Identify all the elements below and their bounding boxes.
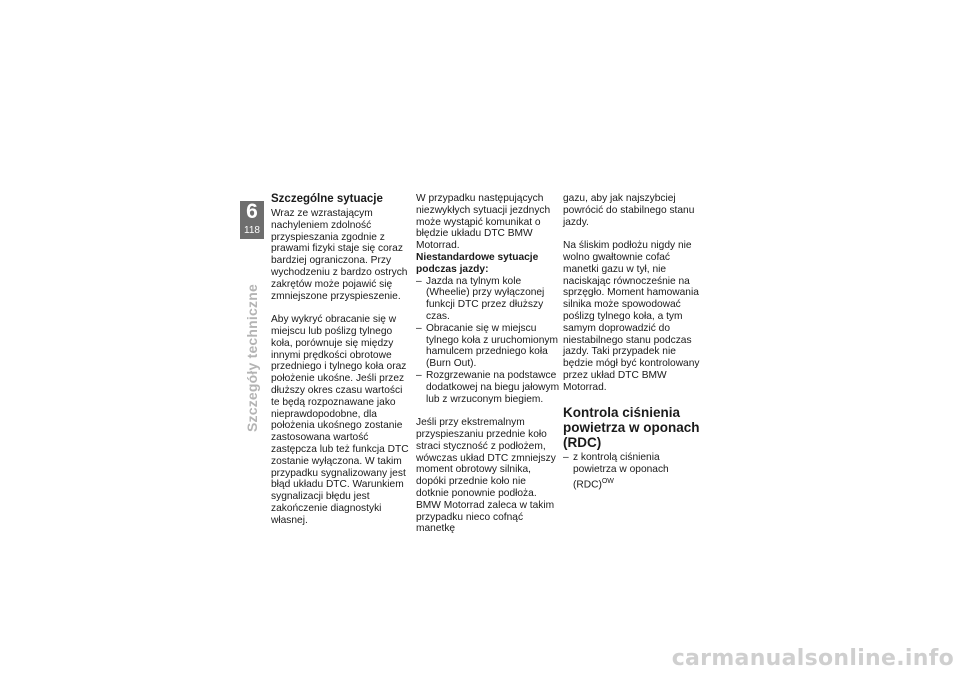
paragraph: W przypadku następujących niezwykłych sytuacji jezdnych może wystąpić komunikat o błędzie układu DTC BMW Motorrad. [416, 193, 551, 252]
site-watermark: carmanualsonline.info [671, 646, 954, 671]
column-3 [563, 193, 703, 503]
paragraph: gazu, aby jak najszybciej powrócić do stabilnego stanu jazdy. [563, 193, 695, 228]
page-number: 118 [244, 225, 260, 236]
rdc-list [563, 452, 703, 491]
column-2 [416, 193, 561, 547]
situation-list [416, 276, 561, 406]
column-1 [271, 193, 413, 538]
section-heading-special-situations: Szczególne sytuacje [271, 193, 383, 205]
chapter-side-title: Szczegóły techniczne [244, 284, 260, 432]
chapter-number: 6 [246, 200, 258, 223]
list-item [563, 452, 703, 491]
subheading-nonstandard-situations: Niestandardowe sytuacje podczas jazdy: [416, 251, 539, 275]
section-heading-rdc: Kontrola ciśnienia powietrza w oponach (RDC) [563, 405, 700, 451]
list-item: – Jazda na tylnym kole (Wheelie) przy wyłączonej funkcji DTC przez dłuższy czas. [416, 276, 561, 323]
list-item: – Obracanie się w miejscu tylnego koła z uruchomionym hamulcem przedniego koła (Burn Out). [416, 323, 561, 370]
paragraph: Aby wykryć obracanie się w miejscu lub poślizg tylnego koła, porównuje się między innymi prędkości obrotowe przedniego i tylnego koła oraz położenie ukośne. Jeśli przez dłuższy okres czasu wartości te będą rozpoznawane jako nieprawdopodobne, dla położenia ukośnego zostanie zastosowana wartość zastępcza lub też funkcja DTC zostanie wyłączona. W takim przypadku sygnalizowany jest błąd układu DTC. Warunkiem sygnalizacji błędu jest zakończenie diagnostyki własnej. [271, 314, 409, 526]
paragraph: Jeśli przy ekstremalnym przyspieszaniu przednie koło straci styczność z podłożem, wówczas układ DTC zmniejszy moment obrotowy silnika, dopóki przednie koło nie dotknie ponownie podłoża. [416, 417, 556, 499]
paragraph: Wraz ze wzrastającym nachyleniem zdolność przyspieszania zgodnie z prawami fizyki staje się coraz bardziej ograniczona. Przy wychodzeniu z bardzo ostrych zakrętów może pojawić się zmniejszone przyspieszenie. [271, 208, 408, 302]
list-item-text: z kontrolą ciśnienia powietrza w oponach (RDC) [573, 452, 669, 491]
paragraph: BMW Motorrad zaleca w takim przypadku nieco cofnąć manetkę [416, 499, 555, 535]
chapter-marker [240, 201, 264, 239]
paragraph: Na śliskim podłożu nigdy nie wolno gwałtownie cofać manetki gazu w tył, nie naciskając równocześnie na sprzęgło. Moment hamowania silnika może spowodować poślizg tylnego koła, a tym samym doprowadzić do niestabilnego stanu podczas jazdy. Taki przypadek nie będzie mógł być kontrolowany przez układ DTC BMW Motorrad. [563, 240, 700, 393]
option-code: OW [601, 477, 614, 485]
list-item: – Rozgrzewanie na podstawce dodatkowej na biegu jałowym lub z wrzuconym biegiem. [416, 370, 561, 405]
